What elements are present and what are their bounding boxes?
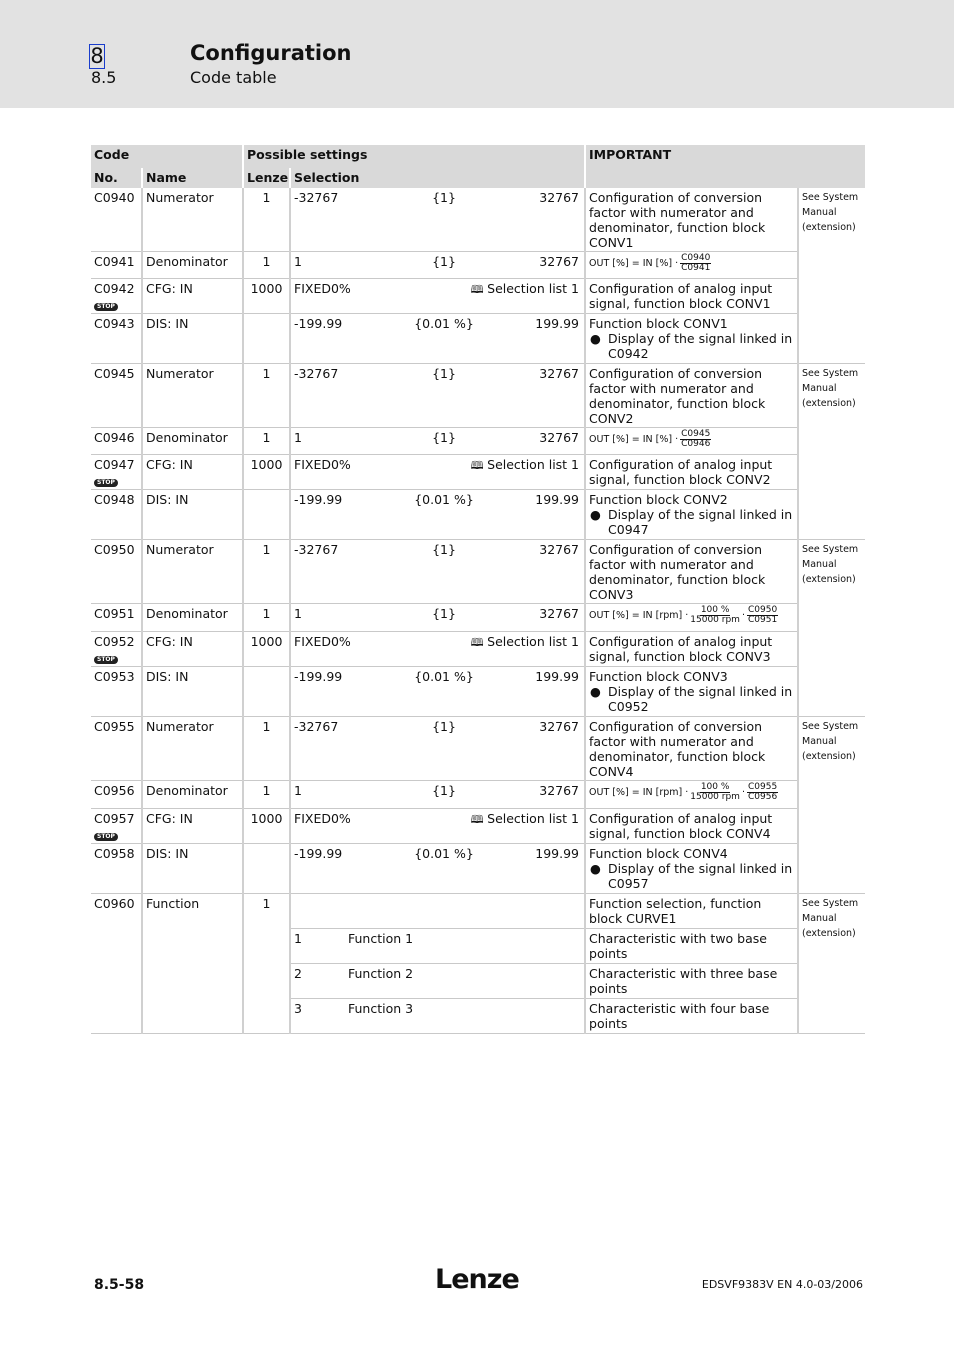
- selection-max: 32767: [539, 254, 580, 269]
- formula-left: OUT [%] = IN [rpm] ·: [589, 787, 689, 798]
- code-number-cell: [91, 188, 142, 252]
- code-number: C0950: [94, 542, 135, 557]
- selection-cell: [290, 188, 585, 252]
- code-name: CFG: IN: [142, 809, 243, 844]
- stop-badge-label: STOP: [94, 656, 118, 664]
- lenze-default: 1000: [243, 632, 290, 667]
- code-name: CFG: IN: [142, 455, 243, 490]
- header-lenze: Lenze: [243, 168, 290, 188]
- important-text: Configuration of conversion factor with numerator and denominator, function block CONV1: [589, 190, 766, 250]
- important-cell: [585, 364, 798, 428]
- table-row: [91, 428, 865, 455]
- table-row: [91, 667, 865, 717]
- option-value: 1: [294, 931, 302, 946]
- selection-max: 199.99: [535, 316, 580, 331]
- code-number: C0943: [94, 316, 135, 331]
- system-manual-note: See System Manual (extension): [798, 364, 865, 540]
- selection-cell: [290, 809, 585, 844]
- page-subtitle: Code table: [190, 68, 277, 87]
- lenze-default: 1: [243, 781, 290, 809]
- lenze-default: 1000: [243, 279, 290, 314]
- code-number: C0945: [94, 366, 135, 381]
- important-text: Function block CONV4: [589, 846, 728, 861]
- code-name: Numerator: [142, 540, 243, 604]
- lenze-default: 1: [243, 364, 290, 428]
- important-text: Function selection, function block CURVE1: [585, 894, 798, 929]
- table-row: [91, 809, 865, 844]
- important-text: Function block CONV1: [589, 316, 728, 331]
- selection-cell: [290, 604, 585, 632]
- code-name: Denominator: [142, 428, 243, 455]
- important-cell: [585, 455, 798, 490]
- selection-list-link[interactable]: [471, 281, 579, 297]
- selection-max: 199.99: [535, 669, 580, 684]
- selection-step: {1}: [432, 190, 456, 205]
- stop-badge-icon: [94, 296, 138, 311]
- bullet-icon: ●: [590, 507, 601, 522]
- stop-badge-icon: [94, 826, 138, 841]
- selection-list-link[interactable]: [471, 457, 579, 473]
- selection-list-label: Selection list 1: [487, 457, 580, 472]
- code-number: C0956: [94, 783, 135, 798]
- code-name: Denominator: [142, 781, 243, 809]
- selection-cell: [290, 632, 585, 667]
- header-name: Name: [142, 168, 243, 188]
- code-number-cell: [91, 314, 142, 364]
- code-number: C0955: [94, 719, 135, 734]
- code-number: C0960: [91, 894, 142, 1034]
- code-name: Function: [142, 894, 243, 1034]
- important-cell: [585, 314, 798, 364]
- selection-min: 1: [294, 783, 302, 798]
- important-cell: [585, 781, 798, 809]
- lenze-logo: Lenze: [435, 1264, 519, 1295]
- bullet-item: [589, 684, 794, 714]
- important-cell: [585, 844, 798, 894]
- fraction-denominator: C0946: [681, 439, 711, 449]
- table-row: [91, 717, 865, 781]
- system-manual-note: See System Manual (extension): [798, 894, 865, 1034]
- selection-min: FIXED0%: [294, 457, 351, 472]
- lenze-default: [243, 667, 290, 717]
- selection-cell: [290, 844, 585, 894]
- selection-cell: [290, 455, 585, 490]
- fraction-denominator: 15000 rpm: [690, 792, 740, 802]
- option-label: Function 3: [348, 1001, 414, 1016]
- bullet-item: [589, 861, 794, 891]
- book-icon: 🕮: [470, 283, 488, 296]
- table-row: [91, 894, 865, 929]
- selection-min: -199.99: [294, 316, 343, 331]
- selection-step: {1}: [432, 430, 456, 445]
- lenze-default: 1: [243, 188, 290, 252]
- selection-max: 32767: [539, 606, 580, 621]
- header-selection: Selection: [290, 168, 585, 188]
- important-text: Characteristic with three base points: [585, 964, 798, 999]
- selection-cell: [290, 894, 585, 929]
- important-cell: [585, 490, 798, 540]
- speed-fraction: [690, 606, 740, 625]
- selection-step: {0.01 %}: [414, 316, 474, 331]
- page-header: [0, 0, 954, 108]
- table-row: [91, 781, 865, 809]
- code-number: C0957: [94, 811, 135, 826]
- lenze-default: 1: [243, 604, 290, 632]
- important-text: Function block CONV3: [589, 669, 728, 684]
- fraction-denominator: C0951: [747, 615, 778, 625]
- function-option: [290, 964, 585, 999]
- document-id: EDSVF9383V EN 4.0-03/2006: [701, 1278, 863, 1291]
- code-fraction: [747, 606, 778, 625]
- selection-cell: [290, 364, 585, 428]
- table-row: [91, 540, 865, 604]
- table-row: [91, 604, 865, 632]
- important-text: Characteristic with two base points: [585, 929, 798, 964]
- stop-badge-icon: [94, 472, 138, 487]
- page-title: Configuration: [190, 41, 352, 65]
- code-number: C0948: [94, 492, 135, 507]
- speed-fraction: [690, 783, 740, 802]
- formula-left: OUT [%] = IN [%] ·: [589, 258, 679, 269]
- selection-step: {0.01 %}: [414, 492, 474, 507]
- code-name: Numerator: [142, 364, 243, 428]
- code-name: Numerator: [142, 717, 243, 781]
- important-text: Characteristic with four base points: [585, 999, 798, 1034]
- selection-min: -32767: [294, 719, 339, 734]
- selection-step: {1}: [432, 719, 456, 734]
- selection-step: {1}: [432, 783, 456, 798]
- fraction-numerator: 100 %: [700, 605, 730, 615]
- important-text: Configuration of analog input signal, function block CONV2: [589, 457, 773, 487]
- selection-cell: [290, 781, 585, 809]
- code-number-cell: [91, 490, 142, 540]
- selection-min: -199.99: [294, 492, 343, 507]
- code-number-cell: [91, 781, 142, 809]
- code-name: CFG: IN: [142, 632, 243, 667]
- important-cell: [585, 428, 798, 455]
- code-number: C0958: [94, 846, 135, 861]
- selection-cell: [290, 717, 585, 781]
- header-code: Code: [91, 145, 243, 168]
- bullet-item: [589, 507, 794, 537]
- code-number-cell: [91, 455, 142, 490]
- selection-step: {1}: [432, 542, 456, 557]
- stop-badge-icon: [94, 649, 138, 664]
- code-number: C0940: [94, 190, 135, 205]
- important-cell: [585, 188, 798, 252]
- lenze-default: 1: [243, 894, 290, 1034]
- fraction-denominator: C0956: [747, 792, 778, 802]
- table-row: [91, 279, 865, 314]
- system-manual-note: See System Manual (extension): [798, 717, 865, 894]
- bullet-icon: ●: [590, 331, 601, 346]
- selection-min: FIXED0%: [294, 811, 351, 826]
- selection-min: 1: [294, 606, 302, 621]
- selection-min: 1: [294, 430, 302, 445]
- code-table: [91, 145, 865, 1034]
- fraction-denominator: C0941: [681, 263, 711, 273]
- selection-cell: [290, 279, 585, 314]
- selection-cell: [290, 314, 585, 364]
- conversion-formula: [589, 606, 794, 625]
- lenze-default: 1: [243, 540, 290, 604]
- fraction-numerator: C0950: [747, 605, 778, 615]
- code-name: Denominator: [142, 604, 243, 632]
- code-number-cell: [91, 667, 142, 717]
- fraction-numerator: 100 %: [700, 782, 730, 792]
- selection-step: {0.01 %}: [414, 846, 474, 861]
- selection-cell: [290, 252, 585, 279]
- selection-max: 199.99: [535, 846, 580, 861]
- code-number: C0942: [94, 281, 135, 296]
- selection-cell: [290, 667, 585, 717]
- table-row: [91, 314, 865, 364]
- code-name: DIS: IN: [142, 667, 243, 717]
- important-text: Configuration of conversion factor with numerator and denominator, function block CONV4: [589, 719, 766, 779]
- code-number: C0946: [94, 430, 135, 445]
- lenze-default: [243, 844, 290, 894]
- conversion-formula: [589, 430, 794, 449]
- chapter-number[interactable]: 8: [90, 44, 104, 68]
- selection-list-link[interactable]: [471, 634, 579, 650]
- formula-left: OUT [%] = IN [rpm] ·: [589, 610, 689, 621]
- important-cell: [585, 632, 798, 667]
- function-option: [290, 999, 585, 1034]
- lenze-default: [243, 490, 290, 540]
- option-value: 3: [294, 1001, 302, 1016]
- book-icon: 🕮: [470, 813, 488, 826]
- option-value: 2: [294, 966, 302, 981]
- important-text: Function block CONV2: [589, 492, 728, 507]
- important-text: Configuration of analog input signal, function block CONV3: [589, 634, 773, 664]
- conversion-formula: [589, 254, 794, 273]
- table-row: [91, 632, 865, 667]
- selection-list-label: Selection list 1: [487, 634, 580, 649]
- important-cell: [585, 279, 798, 314]
- table-row: [91, 844, 865, 894]
- table-row: [91, 490, 865, 540]
- header-important: IMPORTANT: [585, 145, 865, 188]
- table-row: [91, 252, 865, 279]
- important-cell: [585, 604, 798, 632]
- selection-max: 32767: [539, 366, 580, 381]
- code-fraction: [680, 430, 711, 449]
- selection-step: {1}: [432, 606, 456, 621]
- function-option: [290, 929, 585, 964]
- important-text: Configuration of conversion factor with numerator and denominator, function block CONV3: [589, 542, 766, 602]
- option-label: Function 1: [348, 931, 414, 946]
- system-manual-note: See System Manual (extension): [798, 188, 865, 364]
- selection-max: 32767: [539, 430, 580, 445]
- selection-cell: [290, 490, 585, 540]
- code-name: DIS: IN: [142, 490, 243, 540]
- bullet-text: Display of the signal linked in C0952: [608, 684, 793, 714]
- selection-step: {0.01 %}: [414, 669, 474, 684]
- code-number: C0947: [94, 457, 135, 472]
- selection-min: FIXED0%: [294, 634, 351, 649]
- selection-max: 199.99: [535, 492, 580, 507]
- fraction-denominator: 15000 rpm: [690, 615, 740, 625]
- selection-cell: [290, 428, 585, 455]
- important-cell: [585, 540, 798, 604]
- lenze-default: 1000: [243, 809, 290, 844]
- bullet-text: Display of the signal linked in C0947: [608, 507, 793, 537]
- selection-max: 32767: [539, 542, 580, 557]
- fraction-numerator: C0955: [747, 782, 778, 792]
- bullet-text: Display of the signal linked in C0957: [608, 861, 793, 891]
- code-fraction: [747, 783, 778, 802]
- important-text: Configuration of analog input signal, function block CONV4: [589, 811, 773, 841]
- multiply-sign: ·: [741, 787, 745, 798]
- fraction-numerator: C0945: [681, 429, 711, 439]
- multiply-sign: ·: [741, 610, 745, 621]
- book-icon: 🕮: [470, 636, 488, 649]
- lenze-default: 1: [243, 252, 290, 279]
- bullet-text: Display of the signal linked in C0942: [608, 331, 793, 361]
- code-number-cell: [91, 809, 142, 844]
- header-possible-settings: Possible settings: [243, 145, 585, 168]
- selection-min: -199.99: [294, 846, 343, 861]
- code-name: Denominator: [142, 252, 243, 279]
- selection-list-link[interactable]: [471, 811, 579, 827]
- option-label: Function 2: [348, 966, 414, 981]
- stop-badge-label: STOP: [94, 303, 118, 311]
- selection-step: {1}: [432, 366, 456, 381]
- code-name: DIS: IN: [142, 844, 243, 894]
- code-number: C0951: [94, 606, 135, 621]
- selection-list-label: Selection list 1: [487, 811, 580, 826]
- code-fraction: [680, 254, 711, 273]
- important-cell: [585, 252, 798, 279]
- code-name: DIS: IN: [142, 314, 243, 364]
- important-text: Configuration of conversion factor with numerator and denominator, function block CONV2: [589, 366, 766, 426]
- code-number-cell: [91, 717, 142, 781]
- lenze-default: 1: [243, 717, 290, 781]
- code-name: CFG: IN: [142, 279, 243, 314]
- bullet-icon: ●: [590, 684, 601, 699]
- lenze-default: 1: [243, 428, 290, 455]
- code-number-cell: [91, 364, 142, 428]
- selection-max: 32767: [539, 190, 580, 205]
- code-number-cell: [91, 428, 142, 455]
- selection-max: 32767: [539, 719, 580, 734]
- section-number: 8.5: [91, 68, 117, 87]
- selection-min: FIXED0%: [294, 281, 351, 296]
- selection-min: 1: [294, 254, 302, 269]
- table-row: [91, 364, 865, 428]
- page-number: 8.5-58: [94, 1277, 145, 1293]
- code-number-cell: [91, 252, 142, 279]
- conversion-formula: [589, 783, 794, 802]
- formula-left: OUT [%] = IN [%] ·: [589, 434, 679, 445]
- lenze-default: 1000: [243, 455, 290, 490]
- stop-badge-label: STOP: [94, 833, 118, 841]
- code-number-cell: [91, 604, 142, 632]
- fraction-numerator: C0940: [681, 253, 711, 263]
- selection-list-label: Selection list 1: [487, 281, 580, 296]
- code-number: C0953: [94, 669, 135, 684]
- important-cell: [585, 717, 798, 781]
- bullet-item: [589, 331, 794, 361]
- table-row: [91, 455, 865, 490]
- table-row: [91, 188, 865, 252]
- system-manual-note: See System Manual (extension): [798, 540, 865, 717]
- selection-min: -32767: [294, 542, 339, 557]
- selection-cell: [290, 540, 585, 604]
- stop-badge-label: STOP: [94, 479, 118, 487]
- selection-min: -32767: [294, 190, 339, 205]
- book-icon: 🕮: [470, 459, 488, 472]
- selection-min: -32767: [294, 366, 339, 381]
- code-name: Numerator: [142, 188, 243, 252]
- code-number-cell: [91, 279, 142, 314]
- code-number-cell: [91, 632, 142, 667]
- selection-min: -199.99: [294, 669, 343, 684]
- important-text: Configuration of analog input signal, function block CONV1: [589, 281, 773, 311]
- code-number-cell: [91, 540, 142, 604]
- lenze-default: [243, 314, 290, 364]
- important-cell: [585, 809, 798, 844]
- code-number-cell: [91, 844, 142, 894]
- important-cell: [585, 667, 798, 717]
- code-number: C0941: [94, 254, 135, 269]
- header-no: No.: [91, 168, 142, 188]
- selection-step: {1}: [432, 254, 456, 269]
- selection-max: 32767: [539, 783, 580, 798]
- bullet-icon: ●: [590, 861, 601, 876]
- code-number: C0952: [94, 634, 135, 649]
